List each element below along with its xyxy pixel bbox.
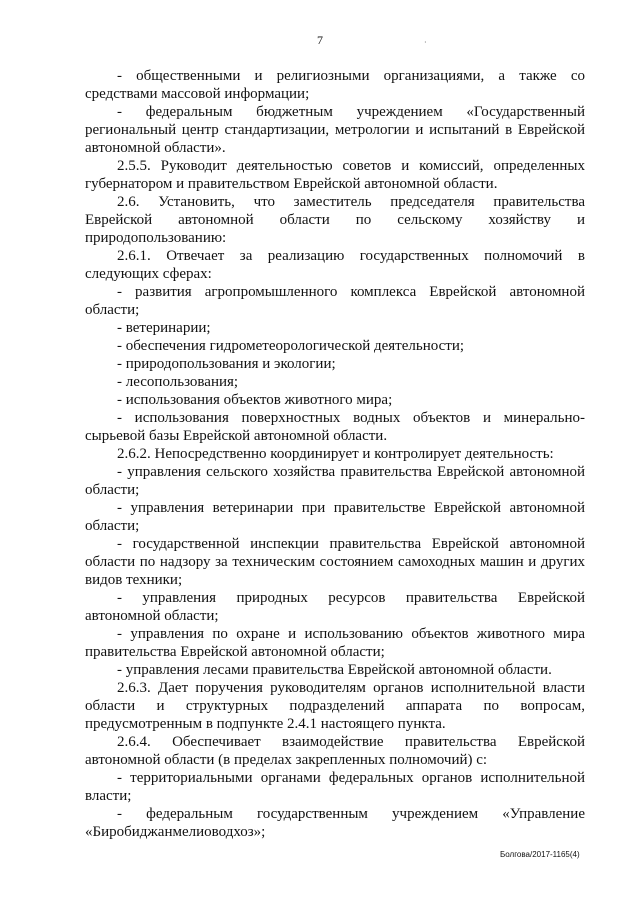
- text-line: 2.6.2. Непосредственно координирует и контролирует деятельность:: [117, 446, 554, 462]
- text-line: - лесопользования;: [117, 374, 239, 390]
- text-line: автономной области (в пределах закрепленных полномочий) с:: [85, 752, 488, 768]
- text-line: - обеспечения гидрометеорологической деятельности;: [117, 338, 465, 354]
- text-line: правительства Еврейской автономной области;: [85, 644, 385, 660]
- text-line: региональный центр стандартизации, метрологии и испытаний в Еврейской: [85, 122, 585, 138]
- text-line: - управления сельского хозяйства правительства Еврейской автономной: [117, 464, 585, 480]
- text-line: сырьевой базы Еврейской автономной области.: [85, 428, 388, 444]
- text-line: - федеральным государственным учреждением «Управление: [117, 806, 585, 822]
- text-line: - использования поверхностных водных объектов и минерально-: [117, 410, 585, 426]
- text-line: - общественными и религиозными организациями, а также со: [117, 68, 585, 84]
- text-line: - федеральным бюджетным учреждением «Государственный: [117, 104, 585, 120]
- text-line: 2.6.3. Дает поручения руководителям органов исполнительной власти: [117, 680, 585, 696]
- text-line: губернатором и правительством Еврейской автономной области.: [85, 176, 498, 192]
- page-number: 7: [317, 33, 323, 47]
- text-line: средствами массовой информации;: [85, 86, 310, 102]
- text-line: области;: [85, 482, 140, 498]
- text-line: предусмотренным в подпункте 2.4.1 настоящего пункта.: [85, 716, 446, 732]
- text-line: автономной области;: [85, 608, 219, 624]
- text-line: - территориальными органами федеральных органов исполнительной: [117, 770, 585, 786]
- text-line: - управления природных ресурсов правительства Еврейской: [117, 590, 585, 606]
- text-line: - государственной инспекции правительства Еврейской автономной: [117, 536, 585, 552]
- text-line: природопользованию:: [85, 230, 227, 246]
- text-line: - развития агропромышленного комплекса Еврейской автономной: [117, 284, 585, 300]
- text-line: автономной области».: [85, 140, 226, 156]
- text-line: - природопользования и экологии;: [117, 356, 336, 372]
- text-line: 2.5.5. Руководит деятельностью советов и комиссий, определенных: [117, 158, 585, 174]
- text-line: следующих сферах:: [85, 266, 212, 282]
- text-line: Еврейской автономной области по сельскому хозяйству и: [85, 212, 585, 228]
- document-reference-footer: Болгова/2017-1165(4): [500, 850, 580, 859]
- text-line: области и структурных подразделений аппарата по вопросам,: [85, 698, 585, 714]
- text-line: 2.6.1. Отвечает за реализацию государственных полномочий в: [117, 248, 585, 264]
- text-line: - управления лесами правительства Еврейской автономной области.: [117, 662, 552, 678]
- scan-speck: ·: [424, 38, 427, 47]
- text-line: видов техники;: [85, 572, 183, 588]
- text-line: - управления ветеринарии при правительстве Еврейской автономной: [117, 500, 585, 516]
- text-line: власти;: [85, 788, 132, 804]
- text-line: «Биробиджанмелиоводхоз»;: [85, 824, 266, 840]
- text-line: 2.6. Установить, что заместитель председателя правительства: [117, 194, 585, 210]
- text-line: области по надзору за техническим состоянием самоходных машин и других: [85, 554, 585, 570]
- text-line: - управления по охране и использованию объектов животного мира: [117, 626, 585, 642]
- text-line: - использования объектов животного мира;: [117, 392, 393, 408]
- text-line: области;: [85, 302, 140, 318]
- text-line: 2.6.4. Обеспечивает взаимодействие правительства Еврейской: [117, 734, 585, 750]
- text-line: - ветеринарии;: [117, 320, 211, 336]
- text-line: области;: [85, 518, 140, 534]
